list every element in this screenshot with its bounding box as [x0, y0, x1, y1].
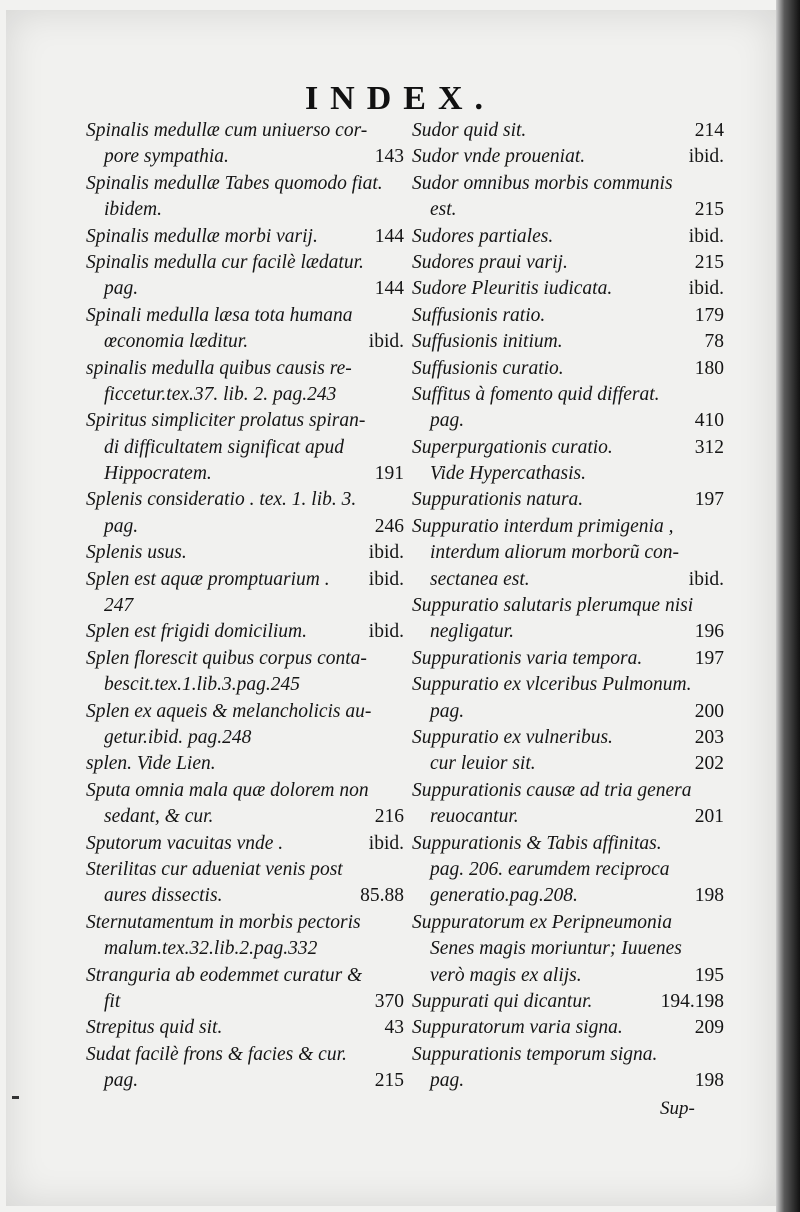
index-entry-line: [86, 857, 404, 883]
page-reference: 195: [694, 964, 724, 986]
index-column-right: [412, 118, 724, 1094]
entry-text: splen. Vide Lien.: [86, 753, 216, 775]
index-entry-line: [86, 382, 404, 408]
entry-text: Splenis usus.: [86, 542, 187, 564]
index-entry-line: [412, 408, 724, 434]
page-title: INDEX.: [304, 80, 496, 117]
entry-text: Suffusionis ratio.: [412, 304, 546, 326]
index-entry-line: [86, 303, 404, 329]
index-entry-line: [86, 435, 404, 461]
index-entry-line: [412, 831, 724, 857]
page-reference: 179: [694, 304, 724, 326]
entry-text: Sternutamentum in morbis pectoris: [86, 911, 361, 933]
entry-text: œconomia læditur.: [104, 331, 249, 353]
index-entry-line: [412, 778, 724, 804]
entry-text: Sterilitas cur adueniat venis post: [86, 858, 343, 880]
index-entry-line: [412, 672, 724, 698]
index-entry-line: [86, 646, 404, 672]
index-entry-line: [86, 778, 404, 804]
page-reference: 312: [694, 436, 724, 458]
entry-text: Hippocratem.: [104, 463, 212, 485]
page-reference: 200: [694, 700, 724, 722]
entry-text: est.: [430, 199, 457, 221]
page-reference: ibid.: [688, 225, 724, 247]
entry-text: Sputa omnia mala quæ dolorem non: [86, 779, 369, 801]
page-reference: 209: [694, 1017, 724, 1039]
margin-mark: [12, 1096, 19, 1099]
page-reference: 78: [704, 331, 724, 353]
entry-text: pag.: [104, 1070, 139, 1092]
index-entry-line: [86, 804, 404, 830]
index-entry-line: [86, 883, 404, 909]
index-entry-line: [412, 725, 724, 751]
index-entry-line: [412, 857, 724, 883]
entry-text: Splen est aquæ promptuarium .: [86, 568, 330, 590]
entry-text: aures dissectis.: [104, 885, 223, 907]
index-entry-line: [86, 1068, 404, 1094]
index-entry-line: [86, 356, 404, 382]
page-reference: ibid.: [368, 621, 404, 643]
entry-text: di difficultatem significat apud: [104, 436, 344, 458]
entry-text: Suppurationis & Tabis affinitas.: [412, 832, 662, 854]
index-entry-line: [86, 250, 404, 276]
entry-text: Suppurationis natura.: [412, 489, 584, 511]
entry-text: Spinalis medulla cur facilè lædatur.: [86, 251, 364, 273]
entry-text: Sudor vnde proueniat.: [412, 146, 586, 168]
index-entry-line: [86, 699, 404, 725]
page-reference: ibid.: [368, 568, 404, 590]
entry-text: Suppuratio interdum primigenia ,: [412, 515, 674, 537]
entry-text: spinalis medulla quibus causis re-: [86, 357, 352, 379]
entry-text: generatio.pag.208.: [430, 885, 578, 907]
index-entry-line: [412, 382, 724, 408]
index-entry-line: [412, 936, 724, 962]
entry-text: verò magis ex alijs.: [430, 964, 582, 986]
index-entry-line: [86, 171, 404, 197]
entry-text: pag.: [104, 515, 139, 537]
entry-text: Spinali medulla læsa tota humana: [86, 304, 353, 326]
entry-text: Suppurationis varia tempora.: [412, 647, 643, 669]
page-reference: 191: [374, 463, 404, 485]
entry-text: Suppuratio ex vulneribus.: [412, 726, 613, 748]
index-entry-line: [86, 408, 404, 434]
index-entry-line: [86, 329, 404, 355]
index-entry-line: [86, 144, 404, 170]
index-entry-line: [412, 593, 724, 619]
entry-text: Sudore Pleuritis iudicata.: [412, 278, 613, 300]
entry-text: pore sympathia.: [104, 146, 229, 168]
index-entry-line: [86, 461, 404, 487]
entry-text: Suppurationis causæ ad tria genera: [412, 779, 692, 801]
index-entry-line: [412, 883, 724, 909]
entry-text: Superpurgationis curatio.: [412, 436, 613, 458]
entry-text: ficcetur.tex.37. lib. 2. pag.243: [104, 383, 337, 405]
page-reference: 198: [694, 1070, 724, 1092]
entry-text: Sudat facilè frons & facies & cur.: [86, 1043, 347, 1065]
index-entry-line: [86, 197, 404, 223]
index-entry-line: [86, 963, 404, 989]
index-entry-line: [86, 936, 404, 962]
index-entry-line: [412, 1042, 724, 1068]
entry-text: interdum aliorum morborũ con-: [430, 542, 679, 564]
entry-text: Suppuratorum ex Peripneumonia: [412, 911, 672, 933]
index-entry-line: [86, 224, 404, 250]
index-entry-line: [412, 250, 724, 276]
page-reference: 43: [384, 1017, 404, 1039]
entry-text: malum.tex.32.lib.2.pag.332: [104, 938, 318, 960]
page-reference: 197: [694, 647, 724, 669]
entry-text: ibidem.: [104, 199, 162, 221]
page-reference: 214: [694, 120, 724, 141]
catchword: Sup-: [660, 1098, 695, 1119]
index-entry-line: [86, 989, 404, 1015]
index-entry-line: [412, 751, 724, 777]
index-entry-line: [412, 699, 724, 725]
entry-text: Sudores praui varij.: [412, 251, 568, 273]
page-reference: 215: [694, 251, 724, 273]
entry-text: sectanea est.: [430, 568, 530, 590]
index-entry-line: [86, 1042, 404, 1068]
index-entry-line: [86, 751, 404, 777]
index-entry-line: [86, 619, 404, 645]
index-entry-line: [86, 514, 404, 540]
page-edge-shadow: [776, 0, 800, 1212]
index-entry-line: [412, 963, 724, 989]
page-reference: ibid.: [688, 146, 724, 168]
page-reference: 202: [694, 753, 724, 775]
page-reference: 215: [694, 199, 724, 221]
index-entry-line: [412, 514, 724, 540]
entry-text: reuocantur.: [430, 806, 519, 828]
index-entry-line: [86, 118, 404, 144]
index-entry-line: [86, 540, 404, 566]
entry-text: Spinalis medullæ Tabes quomodo fiat.: [86, 172, 383, 194]
index-column-left: [86, 118, 404, 1094]
entry-text: Sputorum vacuitas vnde .: [86, 832, 284, 854]
entry-text: pag.: [104, 278, 139, 300]
index-entry-line: [412, 1015, 724, 1041]
page-reference: ibid.: [368, 832, 404, 854]
entry-text: Sudores partiales.: [412, 225, 554, 247]
page-reference: ibid.: [688, 568, 724, 590]
index-entry-line: [412, 224, 724, 250]
page-reference: 196: [694, 621, 724, 643]
page-reference: ibid.: [688, 278, 724, 300]
index-entry-line: [86, 276, 404, 302]
index-entry-line: [412, 276, 724, 302]
index-entry-line: [412, 435, 724, 461]
entry-text: getur.ibid. pag.248: [104, 726, 252, 748]
index-entry-line: [412, 171, 724, 197]
page-reference: 370: [374, 990, 404, 1012]
entry-text: negligatur.: [430, 621, 514, 643]
index-entry-line: [86, 1015, 404, 1041]
index-entry-line: [412, 303, 724, 329]
entry-text: Splenis consideratio . tex. 1. lib. 3.: [86, 489, 357, 511]
entry-text: Splen est frigidi domicilium.: [86, 621, 307, 643]
entry-text: Suffusionis initium.: [412, 331, 563, 353]
index-entry-line: [412, 910, 724, 936]
entry-text: Suffitus à fomento quid differat.: [412, 383, 660, 405]
entry-text: Suppurationis temporum signa.: [412, 1043, 658, 1065]
index-entry-line: [412, 487, 724, 513]
page-reference: ibid.: [368, 331, 404, 353]
entry-text: 247: [104, 595, 134, 617]
entry-text: Suppuratorum varia signa.: [412, 1017, 623, 1039]
index-entry-line: [412, 118, 724, 144]
entry-text: Sudor omnibus morbis communis: [412, 172, 673, 194]
index-entry-line: [412, 804, 724, 830]
page-reference: 143: [374, 146, 404, 168]
index-entry-line: [412, 461, 724, 487]
page-reference: 144: [374, 225, 404, 247]
page-reference: 216: [374, 806, 404, 828]
index-entry-line: [86, 487, 404, 513]
index-entry-line: [86, 910, 404, 936]
page-reference: 144: [374, 278, 404, 300]
index-entry-line: [412, 329, 724, 355]
page-reference: 197: [694, 489, 724, 511]
index-entry-line: [412, 197, 724, 223]
page-reference: 194.198: [660, 990, 724, 1012]
index-entry-line: [412, 619, 724, 645]
entry-text: pag.: [430, 700, 465, 722]
entry-text: bescit.tex.1.lib.3.pag.245: [104, 674, 301, 696]
index-entry-line: [86, 672, 404, 698]
page-reference: 203: [694, 726, 724, 748]
index-entry-line: [86, 567, 404, 593]
index-entry-line: [86, 725, 404, 751]
entry-text: fit: [104, 990, 121, 1012]
entry-text: Strepitus quid sit.: [86, 1017, 223, 1039]
page-reference: 85.88: [360, 885, 404, 907]
entry-text: Splen florescit quibus corpus conta-: [86, 647, 367, 669]
entry-text: Spiritus simpliciter prolatus spiran-: [86, 410, 366, 432]
index-entry-line: [412, 356, 724, 382]
page-reference: 215: [374, 1070, 404, 1092]
entry-text: Stranguria ab eodemmet curatur &: [86, 964, 363, 986]
entry-text: sedant, & cur.: [104, 806, 214, 828]
index-entry-line: [86, 831, 404, 857]
index-entry-line: [412, 989, 724, 1015]
entry-text: Suppurati qui dicantur.: [412, 990, 593, 1012]
page-reference: 246: [374, 515, 404, 537]
entry-text: Spinalis medullæ cum uniuerso cor-: [86, 120, 368, 141]
entry-text: Suppuratio salutaris plerumque nisi: [412, 595, 694, 617]
entry-text: Suppuratio ex vlceribus Pulmonum.: [412, 674, 692, 696]
index-entry-line: [412, 567, 724, 593]
index-entry-line: [412, 144, 724, 170]
page-reference: 410: [694, 410, 724, 432]
entry-text: Vide Hypercathasis.: [430, 463, 586, 485]
index-entry-line: [412, 646, 724, 672]
page-reference: 198: [694, 885, 724, 907]
page-reference: 201: [694, 806, 724, 828]
entry-text: Senes magis moriuntur; Iuuenes: [430, 938, 682, 960]
entry-text: cur leuior sit.: [430, 753, 536, 775]
entry-text: Spinalis medullæ morbi varij.: [86, 225, 318, 247]
entry-text: Sudor quid sit.: [412, 120, 527, 141]
entry-text: Suffusionis curatio.: [412, 357, 564, 379]
index-entry-line: [412, 1068, 724, 1094]
index-entry-line: [412, 540, 724, 566]
entry-text: pag.: [430, 1070, 465, 1092]
page-reference: ibid.: [368, 542, 404, 564]
page-reference: 180: [694, 357, 724, 379]
entry-text: pag. 206. earumdem reciproca: [430, 858, 670, 880]
index-entry-line: [86, 593, 404, 619]
entry-text: pag.: [430, 410, 465, 432]
entry-text: Splen ex aqueis & melancholicis au-: [86, 700, 372, 722]
